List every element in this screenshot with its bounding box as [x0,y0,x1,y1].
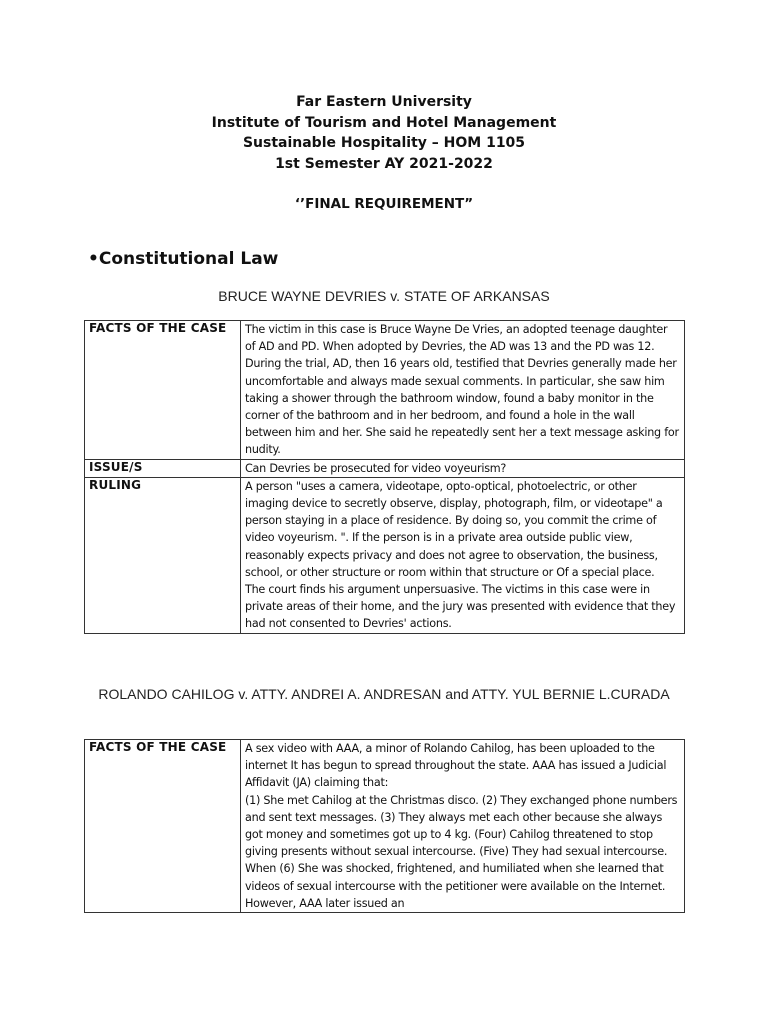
case2-facts-label: FACTS OF THE CASE [85,740,241,913]
case1-ruling-label: RULING [85,477,241,633]
section-heading: •Constitutional Law [88,249,279,269]
case1-issue-text: Can Devries be prosecuted for video voyeurism? [241,459,685,477]
case2-table [84,739,685,913]
case1-ruling-paragraph-1: A person "uses a camera, videotape, opto-optical, photoelectric, or other imaging device to secretly observe, display, photograph, film, or videotape" a person staying in a place of residence. By doing so, you commit the crime of video voyeurism. ". If the person is in a private area outside public view, reasonably expects privacy and does not agree to observation, the business, school, or other structure or room within that structure or Of a special place. [245,479,663,579]
final-requirement-heading: ‘’FINAL REQUIREMENT” [294,196,474,212]
case2-facts-paragraph-2: (1) She met Cahilog at the Christmas disco. (2) They exchanged phone numbers and sent text messages. (3) They always met each other because she always got money and sometimes got up to 4 kg. (Four) Cahilog threatened to stop giving presents without sexual intercourse. (Five) They had sexual intercourse. When (6) She was shocked, frightened, and humiliated when she learned that videos of sexual intercourse with the petitioner were available on the Internet. However, AAA later issued an [245,793,678,910]
case1-issue-label: ISSUE/S [85,459,241,477]
case1-ruling-cell [241,477,685,633]
case1-facts-label: FACTS OF THE CASE [85,321,241,460]
case2-facts-cell [241,740,685,913]
institute-name: Institute of Tourism and Hotel Management [211,114,557,131]
case1-facts-text: The victim in this case is Bruce Wayne De Vries, an adopted teenage daughter of AD and PD. When adopted by Devries, the AD was 13 and the PD was 12. During the trial, AD, then 16 years old, testified that Devries generally made her uncomfortable and always made sexual comments. In particular, she saw him taking a shower through the bathroom window, found a baby monitor in the corner of the bathroom and in her bedroom, and found a hole in the wall between him and her. She said he repeatedly sent her a text message asking for nudity. [241,321,685,460]
case1-ruling-row [85,477,685,633]
case2-facts-paragraph-1: A sex video with AAA, a minor of Rolando Cahilog, has been uploaded to the internet It has begun to spread throughout the state. AAA has issued a Judicial Affidavit (JA) claiming that: [245,742,667,790]
university-name: Far Eastern University [296,94,472,110]
document-header [0,92,768,174]
case2-title: ROLANDO CAHILOG v. ATTY. ANDREI A. ANDRESAN and ATTY. YUL BERNIE L.CURADA [98,686,670,702]
case1-facts-row [85,321,685,460]
case1-title: BRUCE WAYNE DEVRIES v. STATE OF ARKANSAS [218,288,550,304]
case1-issue-row [85,459,685,477]
case2-facts-row [85,740,685,913]
course-title: Sustainable Hospitality – HOM 1105 [242,135,526,151]
semester-label: 1st Semester AY 2021-2022 [275,155,493,172]
case1-table [84,320,685,634]
case1-ruling-paragraph-2: The court finds his argument unpersuasive. The victims in this case were in private areas of their home, and the jury was presented with evidence that they had not consented to Devries' actions. [245,583,676,631]
